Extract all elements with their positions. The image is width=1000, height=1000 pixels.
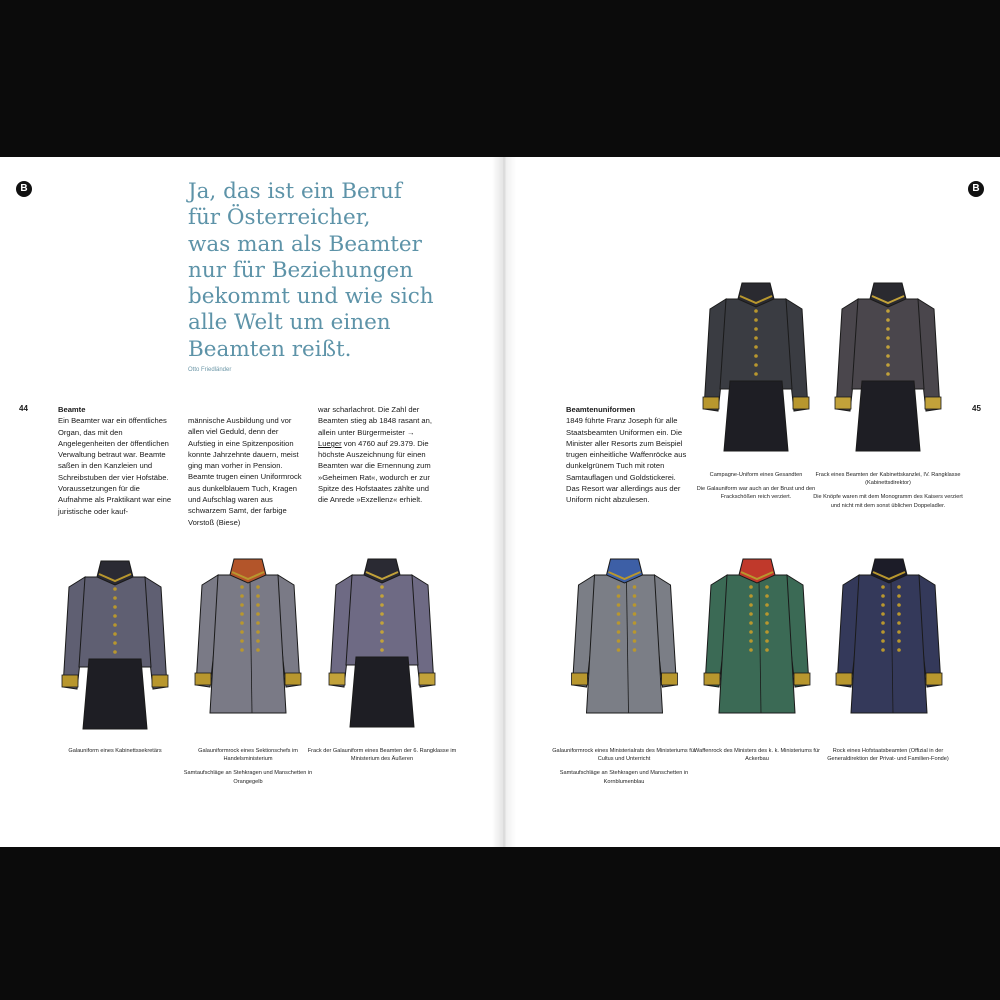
caption-top-1: Campagne-Uniform eines Gesandten Die Galauniform war auch an der Brust und den Frackschößen reich verziert. [696,472,816,501]
pull-quote: Ja, das ist ein Beruf für Österreicher, was man als Beamter nur für Beziehungen bekommt und wie sich alle Welt um einen Beamten reißt. [188,179,434,362]
text-column-3 [318,404,434,506]
caption-bottom-3: Rock eines Hofstaatsbeamten (Offizial in der Generaldirektion der Privat- und Familien-Fonde) [827,748,949,763]
cross-reference-link[interactable]: Lueger [318,438,342,448]
page-number-left: 44 [19,404,28,413]
body-text: 1849 führte Franz Joseph für alle Staatsbeamten Uniformen ein. Die Minister aller Resorts zum Beispiel trugen einheitliche Waffenröcke aus dunkelgrünem Tuch mit roten Samtauflagen und Goldstickerei. Das Resort war allerdings aus der Uniform nicht abzulesen. [566,416,687,505]
caption-top-2: Frack eines Beamten der Kabinettskanzlei, IV. Rangklasse (Kabinettsdirektor) Die Knöpfe waren mit dem Monogramm des Kaisers verziert und nicht mit dem sonst üblichen Doppeladler. [813,472,963,509]
body-text: war scharlachrot. Die Zahl der Beamten stieg ab 1848 rasant an, allein unter Bürgermeister → Lueger von 4760 auf 29.379. Die höchste Auszeichnung für einen Beamten war die Ernennung zum »Geheimen Rat«, wodurch er zur Spitze des Hofstaates zählte und die Anrede »Exzellenz« erhielt. [318,405,432,505]
caption-3: Frack der Galauniform eines Beamten der 6. Rangklasse im Ministerium des Äußeren [307,748,457,763]
tailcoat-uniform-icon [55,547,175,737]
embroidered-tailcoat-icon [322,545,442,735]
embroidered-frack-icon [827,269,949,459]
section-heading: Beamtenuniformen [566,405,636,414]
caption-bottom-1: Galauniformrock eines Ministerialrats des Ministeriums für Cultus und Unterricht Samtaufschläge an Stehkragen und Manschetten in Kornblumenblau [552,748,696,785]
text-column-1 [58,404,174,517]
caption-1: Galauniform eines Kabinettssekretärs [68,748,162,754]
book-spread [0,157,1000,847]
caption-bottom-2: Waffenrock des Ministers des k. k. Ministeriums für Ackerbau [694,748,820,763]
quote-author: Otto Friedländer [188,367,232,373]
text-column-right [566,404,688,506]
section-badge-right: B [968,181,984,197]
book-gutter [492,157,516,847]
right-page [500,157,1000,847]
page-number-right: 45 [972,404,981,413]
body-text: Ein Beamter war ein öffentliches Organ, das mit den Angelegenheiten der öffentlichen Verwaltung betraut war. Beamte saßen in den Kanzleien und Schreibstuben der vier Hofstäbe. Voraussetzungen für die Aufnahme als Praktikant war eine juristische oder kauf- [58,416,172,516]
body-text: männische Ausbildung und vor allen viel Geduld, denn der Aufstieg in eine Spitzenposition konnte Jahrzehnte dauern, meist ging man vorher in Pension. Beamte trugen einen Uniformrock aus dunkelblauem Tuch, Kragen und Aufschlag waren aus schwarzem Samt, der farbige Vorstoß (Biese) [188,416,302,527]
court-official-coat-icon [828,545,950,735]
frock-coat-uniform-icon [188,545,308,735]
section-badge-left: B [16,181,32,197]
caption-2: Galauniformrock eines Sektionschefs im Handelsministerium Samtaufschläge an Stehkragen und Manschetten in Orangegelb [183,748,313,785]
section-heading: Beamte [58,405,86,414]
ministerial-coat-icon [562,545,687,735]
campaign-uniform-icon [695,269,817,459]
left-page [0,157,500,847]
minister-coat-icon [696,545,818,735]
text-column-2 [188,415,304,528]
